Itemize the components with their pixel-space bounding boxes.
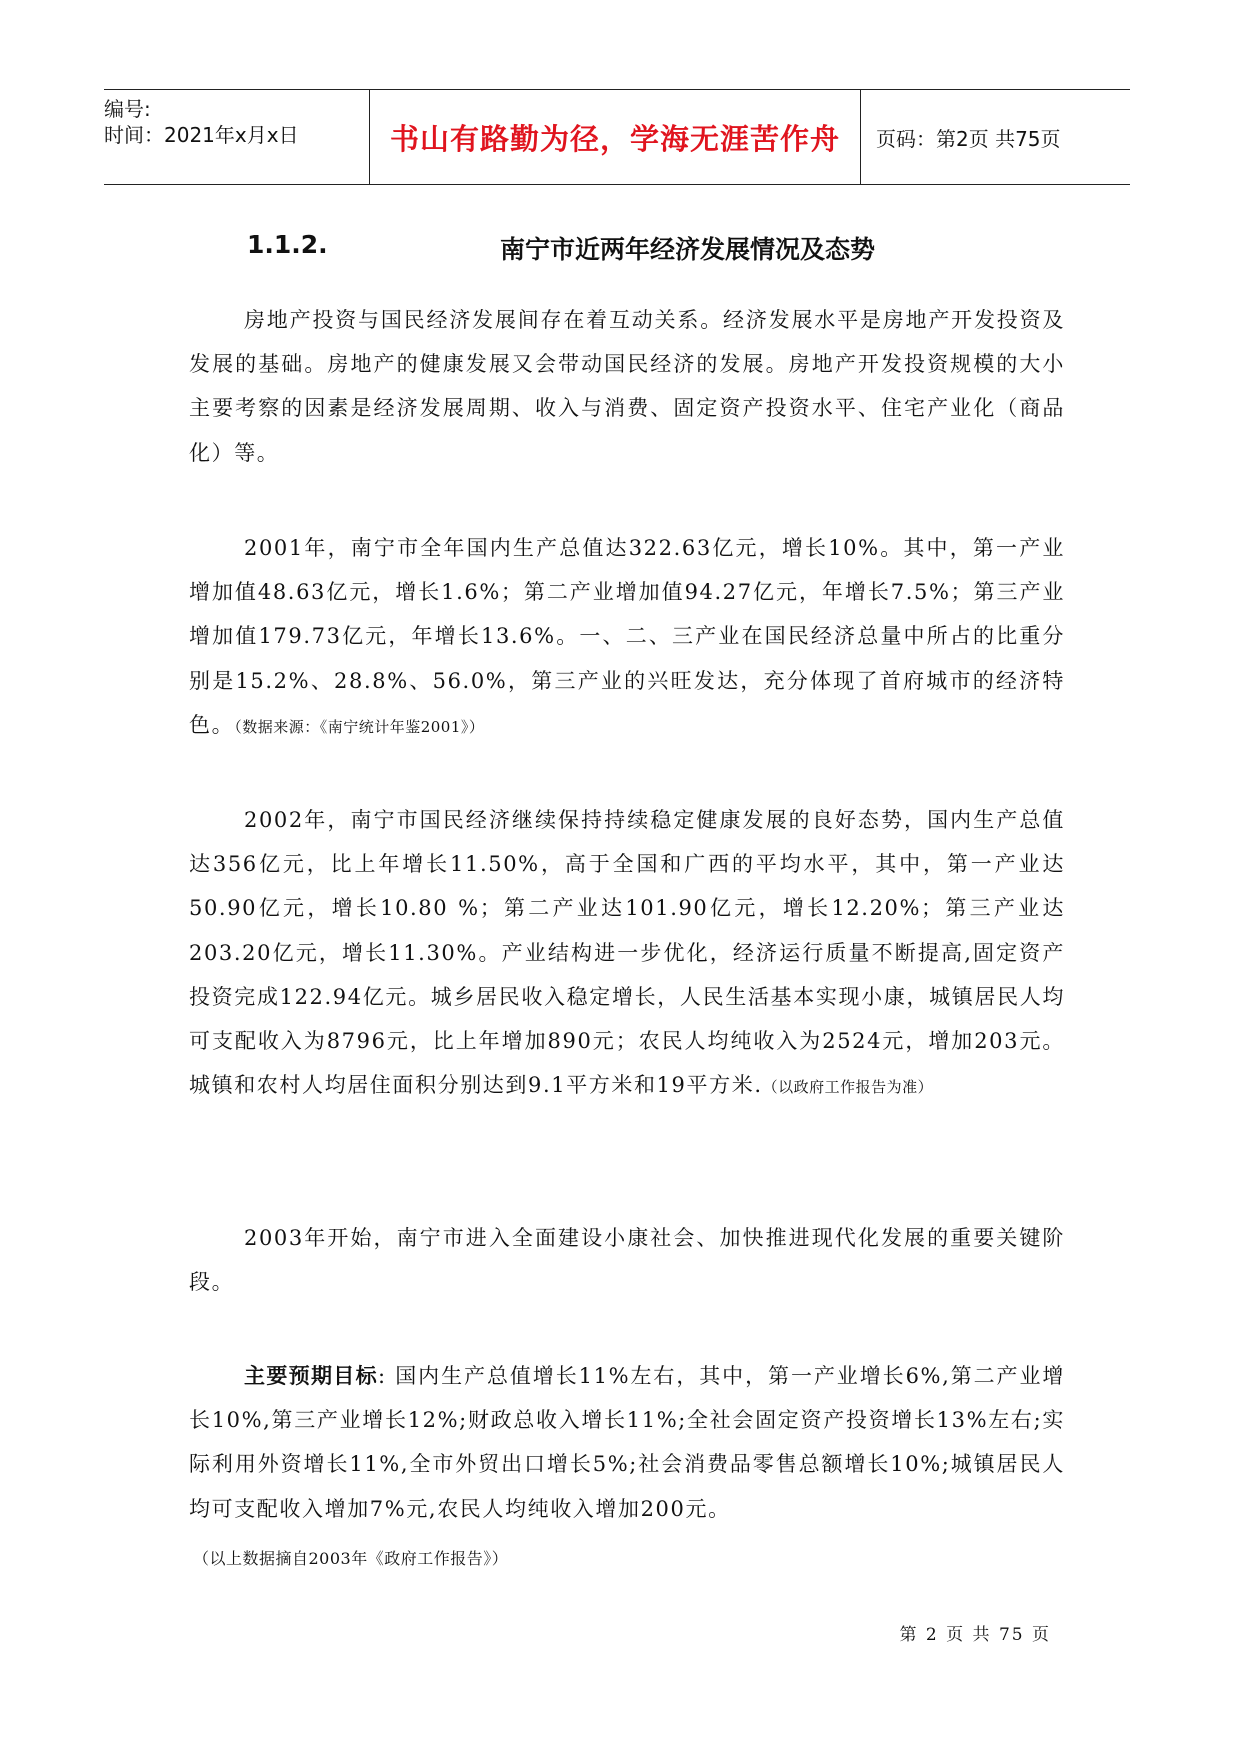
page-header — [104, 89, 1130, 185]
header-meta — [104, 90, 368, 184]
paragraph-5-text: : 国内生产总值增长11%左右，其中，第一产业增长6%,第二产业增长10%,第三产业增长12%;财政总收入增长11%;全社会固定资产投资增长13%左右;实际利用外资增长11%,全市外贸出口增长5%;社会消费品零售总额增长10%;城镇居民人均可支配收入增加7%元,农民人均纯收入增加200元。 — [189, 1364, 1066, 1521]
paragraph-3-note: （以政府工作报告为准） — [762, 1078, 934, 1097]
paragraph-3 — [189, 798, 1065, 1109]
paragraph-5 — [189, 1354, 1065, 1531]
page-footer: 第 2 页 共 75 页 — [899, 1625, 1051, 1645]
paragraph-3-text: 2002年，南宁市国民经济继续保持持续稳定健康发展的良好态势，国内生产总值达356亿元，比上年增长11.50%，高于全国和广西的平均水平，其中，第一产业达50.90亿元，增长10.80 %；第二产业达101.90亿元，增长12.20%；第三产业达203.20亿元，增长11.30%。产业结构进一步优化，经济运行质量不断提高,固定资产投资完成122.94亿元。城乡居民收入稳定增长，人民生活基本实现小康，城镇居民人均可支配收入为8796元，比上年增加890元；农民人均纯收入为2524元，增加203元。城镇和农村人均居住面积分别达到9.1平方米和19平方米. — [189, 808, 1065, 1098]
header-page-cell — [862, 90, 1130, 184]
page-label: 页码：第2页 共75页 — [876, 126, 1061, 151]
time-label: 时间：2021年x月x日 — [104, 123, 299, 147]
paragraph-2 — [189, 526, 1065, 749]
paragraph-1-text: 房地产投资与国民经济发展间存在着互动关系。经济发展水平是房地产开发投资及发展的基础。房地产的健康发展又会带动国民经济的发展。房地产开发投资规模的大小主要考察的因素是经济发展周期、收入与消费、固定资产投资水平、住宅产业化（商品化）等。 — [189, 308, 1065, 465]
section-number: 1.1.2. — [247, 230, 328, 259]
number-label: 编号: — [104, 97, 151, 121]
paragraph-2-text: 2001年，南宁市全年国内生产总值达322.63亿元，增长10%。其中，第一产业增加值48.63亿元，增长1.6%；第二产业增加值94.27亿元，年增长7.5%；第三产业增加值179.73亿元，年增长13.6%。一、二、三产业在国民经济总量中所占的比重分别是15.2%、28.8%、56.0%，第三产业的兴旺发达，充分体现了首府城市的经济特色。 — [189, 536, 1065, 737]
header-motto-cell — [369, 90, 861, 184]
paragraph-4 — [189, 1216, 1065, 1304]
section-title: 南宁市近两年经济发展情况及态势 — [500, 235, 876, 264]
paragraph-5-lead: 主要预期目标 — [244, 1364, 378, 1388]
source-note: （以上数据摘自2003年《政府工作报告》） — [193, 1549, 509, 1568]
motto: 书山有路勤为径，学海无涯苦作舟 — [389, 121, 840, 156]
paragraph-2-note: （数据来源：《南宁统计年鉴2001》） — [234, 717, 485, 736]
section-heading — [0, 226, 1241, 266]
paragraph-4-text: 2003年开始，南宁市进入全面建设小康社会、加快推进现代化发展的重要关键阶段。 — [189, 1226, 1065, 1295]
paragraph-1 — [189, 298, 1065, 475]
